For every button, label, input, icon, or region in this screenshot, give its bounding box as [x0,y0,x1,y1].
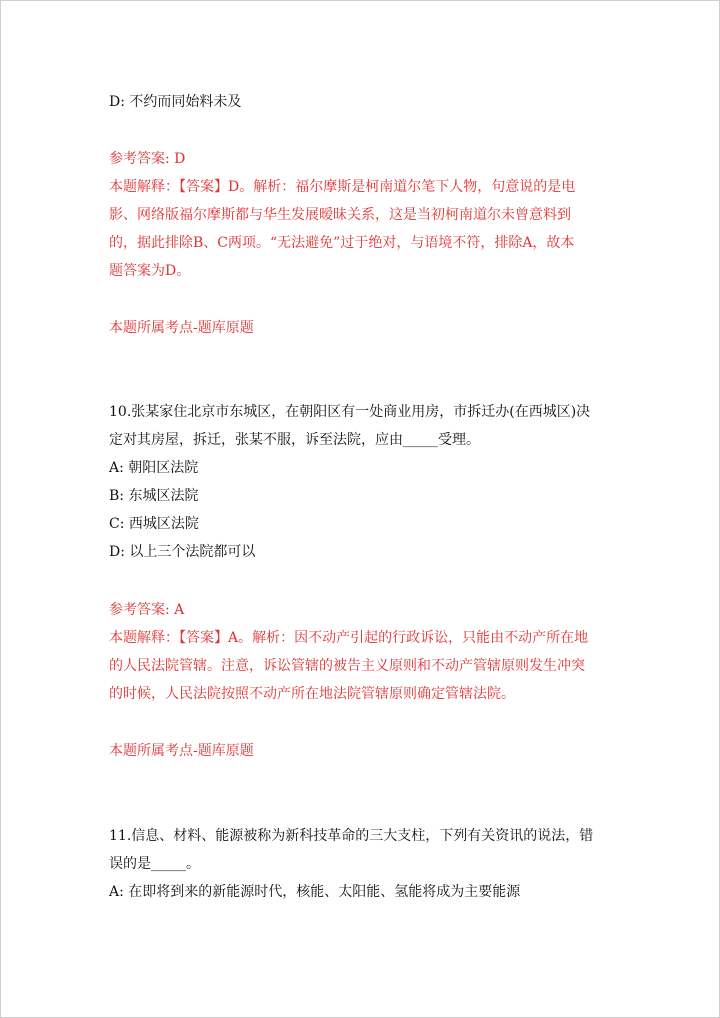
q10-explanation-line: 的时候，人民法院按照不动产所在地法院管辖原则确定管辖法院。 [109,686,515,702]
q11-option-a: A: 在即将到来的新能源时代，核能、太阳能、氢能将成为主要能源 [109,884,521,900]
q10-answer: 参考答案: A [109,602,185,618]
q10-explanation-line: 的人民法院管辖。注意，诉讼管辖的被告主义原则和不动产管辖原则发生冲突 [109,658,585,674]
q9-explanation-line: 本题解释：【答案】D。解析：福尔摩斯是柯南道尔笔下人物，句意说的是电 [109,179,576,195]
q11-stem-line: 11.信息、材料、能源被称为新科技革命的三大支柱，下列有关资讯的说法，错 [109,828,594,844]
q10-explanation-line: 本题解释：【答案】A。解析：因不动产引起的行政诉讼，只能由不动产所在地 [109,630,589,646]
q9-explanation-line: 的，据此排除B、C两项。“无法避免”过于绝对，与语境不符，排除A，故本 [109,235,575,251]
q10-option-a: A: 朝阳区法院 [109,460,199,476]
q10-option-d: D: 以上三个法院都可以 [109,544,256,560]
q9-option-d: D: 不约而同始料未及 [109,94,242,110]
q10-topic-tag: 本题所属考点-题库原题 [109,743,254,759]
q10-stem-line: 定对其房屋，拆迁，张某不服，诉至法院，应由_____受理。 [109,432,480,448]
q10-stem-line: 10.张某家住北京市东城区，在朝阳区有一处商业用房，市拆迁办(在西城区)决 [109,404,591,420]
q11-stem-line: 误的是_____。 [109,856,200,872]
q9-answer: 参考答案: D [109,151,186,167]
q10-option-c: C: 西城区法院 [109,516,199,532]
q10-option-b: B: 东城区法院 [109,488,199,504]
q9-explanation-line: 影、网络版福尔摩斯都与华生发展暧昧关系，这是当初柯南道尔未曾意料到 [109,207,571,223]
q9-explanation-line: 题答案为D。 [109,263,191,279]
q9-topic-tag: 本题所属考点-题库原题 [109,320,254,336]
